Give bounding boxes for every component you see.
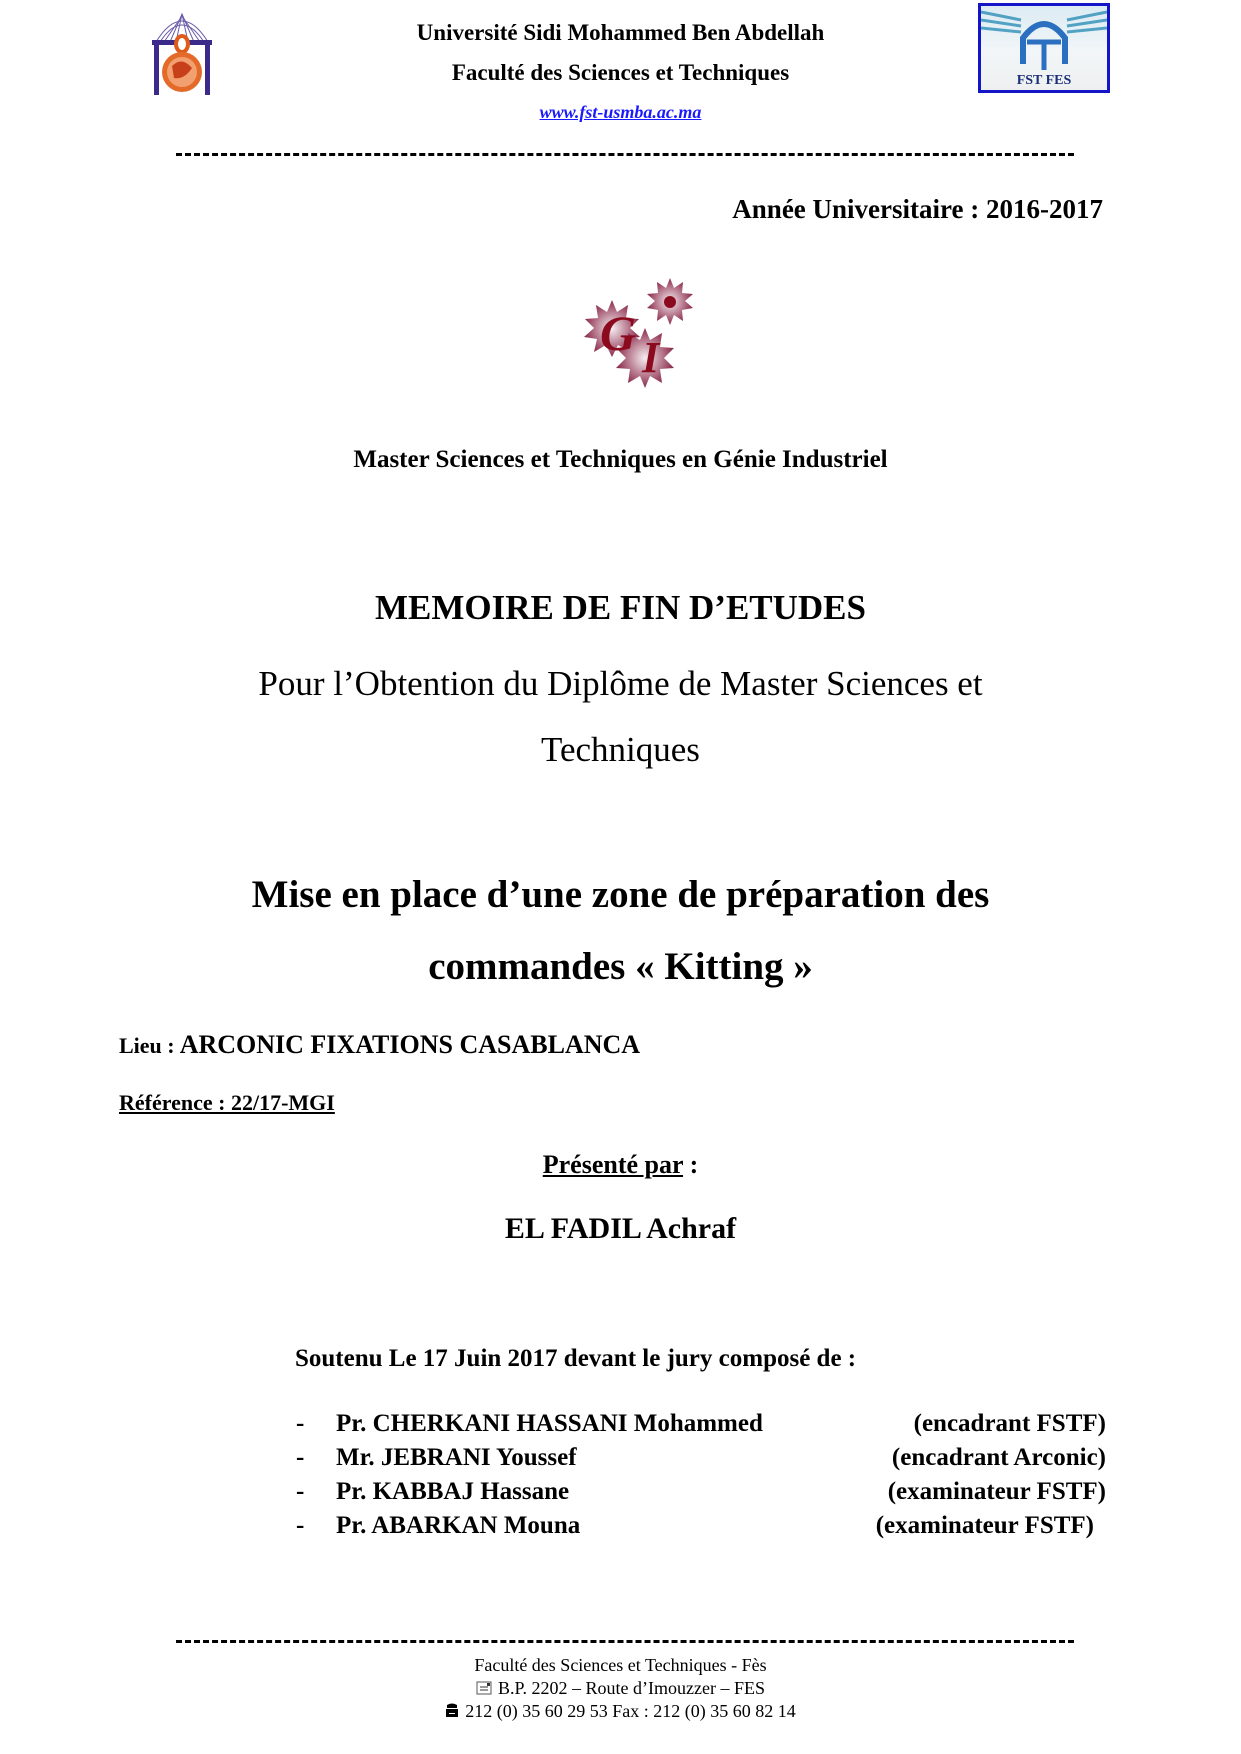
program-name: Master Sciences et Techniques en Génie Industriel [353,446,888,473]
purpose-line-1: Pour l’Obtention du Diplôme de Master Sciences et [258,664,983,703]
jury-bullet: - [296,1478,305,1505]
website-link[interactable]: www.fst-usmba.ac.ma [539,102,702,122]
location-value: ARCONIC FIXATIONS CASABLANCA [179,1030,641,1059]
fst-fes-logo [978,3,1110,93]
jury-name: Pr. ABARKAN Mouna [336,1512,581,1539]
location-label: Lieu : [119,1033,175,1058]
jury-bullet: - [296,1410,305,1437]
presented-by [0,1150,1241,1180]
jury-role: (encadrant Arconic) [891,1444,1106,1471]
reference: Référence : 22/17-MGI [119,1090,335,1115]
svg-text:G: G [600,305,637,361]
jury-role: (examinateur FSTF) [887,1478,1106,1505]
mail-icon [476,1679,492,1700]
phone-icon [445,1702,459,1723]
svg-text:FST FES: FST FES [1016,73,1072,88]
location [119,1030,640,1060]
presented-by-colon: : [683,1150,699,1179]
author-name: EL FADIL Achraf [504,1212,737,1245]
jury-name: Mr. JEBRANI Youssef [336,1444,577,1471]
svg-text:I: I [642,333,660,382]
jury-name: Pr. KABBAJ Hassane [336,1478,570,1505]
thesis-title-line-2: commandes « Kitting » [428,945,813,988]
faculty-name: Faculté des Sciences et Techniques [451,60,790,85]
footer-separator [176,1640,1074,1643]
footer-address [0,1678,1241,1700]
footer-faculty: Faculté des Sciences et Techniques - Fès [474,1655,767,1675]
footer-contact [0,1701,1241,1723]
footer-address-text: B.P. 2202 – Route d’Imouzzer – FES [498,1678,765,1698]
header-separator [176,153,1074,156]
jury-role: (encadrant FSTF) [913,1410,1106,1437]
gi-program-logo [570,272,720,396]
jury-role: (examinateur FSTF) [875,1512,1094,1539]
thesis-title-line-1: Mise en place d’une zone de préparation des [251,873,990,916]
purpose-line-2: Techniques [541,730,700,769]
footer-contact-text: 212 (0) 35 60 29 53 Fax : 212 (0) 35 60 82 14 [465,1701,796,1721]
jury-bullet: - [296,1512,305,1539]
jury-bullet: - [296,1444,305,1471]
jury-name: Pr. CHERKANI HASSANI Mohammed [336,1410,763,1437]
document-type: MEMOIRE DE FIN D’ETUDES [374,588,866,627]
defense-statement: Soutenu Le 17 Juin 2017 devant le jury composé de : [295,1345,857,1372]
website-link-wrap [0,102,1241,123]
presented-by-label: Présenté par [542,1150,684,1179]
academic-year: Année Universitaire : 2016-2017 [732,194,1103,224]
university-name: Université Sidi Mohammed Ben Abdellah [416,20,825,45]
